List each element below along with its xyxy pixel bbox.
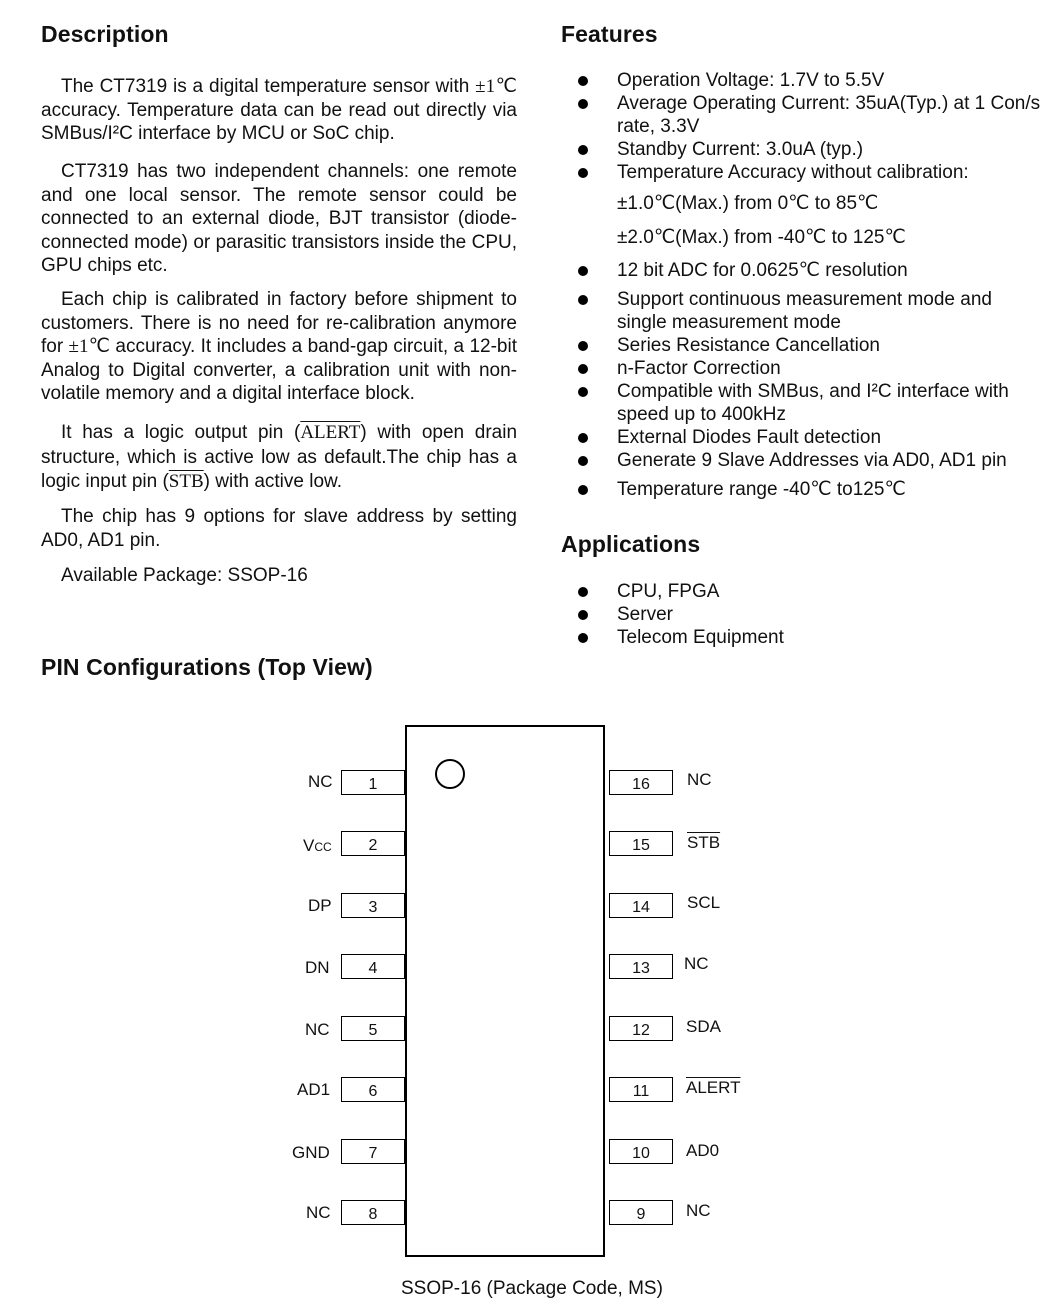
- p4-alert-signal: ALERT: [300, 422, 361, 443]
- pin-4-label: DN: [305, 958, 330, 977]
- applications-heading: Applications: [561, 531, 701, 557]
- pin-4-box: 4: [341, 954, 405, 979]
- bullet-icon: [578, 341, 588, 351]
- pin-12-box: 12: [609, 1016, 673, 1041]
- bullet-icon: [578, 485, 588, 495]
- p3-accuracy-symbol: ±1℃: [68, 336, 110, 357]
- p3-text-end: accuracy. It includes a band-gap circuit, a 12-bit Analog to Digital converter, a calibration unit with non-volatile memory and a digital interface block.: [41, 336, 517, 404]
- bullet-icon: [578, 295, 588, 305]
- applications-list: CPU, FPGA Server Telecom Equipment: [561, 580, 1041, 660]
- bullet-icon: [578, 587, 588, 597]
- bullet-icon: [578, 610, 588, 620]
- pin-10-box: 10: [609, 1139, 673, 1164]
- pin-2-box: 2: [341, 831, 405, 856]
- bullet-icon: [578, 387, 588, 397]
- pin-3-box: 3: [341, 893, 405, 918]
- bullet-icon: [578, 456, 588, 466]
- pin-11-box: 11: [609, 1077, 673, 1102]
- description-paragraph-5: The chip has 9 options for slave address by setting AD0, AD1 pin.: [41, 506, 517, 551]
- pin-11-label: ALERT: [686, 1078, 741, 1097]
- features-list: Operation Voltage: 1.7V to 5.5V Average Operating Current: 35uA(Typ.) at 1 Con/s rate, 3.3V Standby Current: 3.0uA (typ.) Temperature Accuracy without calibration: ±1.0℃(Max.) from 0℃ to 85℃ ±2.0℃(Max.) from -40℃ to 125℃ 12 bit ADC for 0.0625℃ resolution Support continuous measurement mode and single measurement mode Series Resistance Cancellation n-Factor Correction Compatible with SMBus, and I²C interface with speed up to 400kHz External Diodes Fault detection Generate 9 Slave Addresses via AD0, AD1 pin Temperature range -40℃ to125℃: [561, 0, 1041, 520]
- pin-8-box: 8: [341, 1200, 405, 1225]
- pin-16-box: 16: [609, 770, 673, 795]
- pin-7-box: 7: [341, 1139, 405, 1164]
- pin-12-label: SDA: [686, 1017, 721, 1036]
- pin-6-label: AD1: [297, 1080, 331, 1099]
- accuracy-line-2: ±2.0℃(Max.) from -40℃ to 125℃: [617, 227, 906, 248]
- bullet-icon: [578, 168, 588, 178]
- pin-15-label: $\overline{STB}$: [687, 833, 721, 852]
- ic-package-body: [405, 725, 605, 1257]
- pin-2-label: VCC: [303, 836, 332, 855]
- p4-text-c: ) with active low.: [203, 471, 342, 492]
- p3-text-start: Each chip is calibrated in factory before shipment to customers. There is no need for re-calibration anymore for: [41, 289, 517, 357]
- pin-13-label: NC: [684, 954, 709, 973]
- bullet-icon: [578, 99, 588, 109]
- p1-text-end: accuracy. Temperature data can be read out directly via SMBus/I²C interface by MCU or SoC chip.: [41, 99, 517, 144]
- pin-6-box: 6: [341, 1077, 405, 1102]
- pin-7-label: GND: [292, 1143, 330, 1162]
- pin1-marker-icon: [435, 759, 465, 789]
- pin-1-label: NC: [308, 772, 333, 791]
- pin-13-box: 13: [609, 954, 673, 979]
- description-paragraph-4: [41, 421, 517, 495]
- description-paragraph-1: [41, 75, 517, 146]
- bullet-icon: [578, 433, 588, 443]
- features-heading: Features: [561, 21, 658, 47]
- pin-5-label: NC: [305, 1020, 330, 1039]
- bullet-icon: [578, 145, 588, 155]
- description-paragraph-6: Available Package: SSOP-16: [61, 565, 308, 586]
- pin-14-label: SCL: [687, 893, 721, 912]
- description-paragraph-2: CT7319 has two independent channels: one remote and one local sensor. The remote sensor could be connected to an external diode, BJT transistor (diode-connected mode) or parasitic transistors inside the CPU, GPU chips etc.: [41, 161, 517, 276]
- description-paragraph-3: [41, 288, 517, 406]
- bullet-icon: [578, 633, 588, 643]
- pin-8-label: NC: [306, 1203, 331, 1222]
- p4-stb-signal: $\overline{STB}$: [168, 471, 204, 492]
- package-caption: SSOP-16 (Package Code, MS): [401, 1278, 663, 1299]
- p1-text-start: The CT7319 is a digital temperature sensor with: [61, 76, 476, 97]
- p4-text-b: ) with open drain structure, which is active low as default.The chip has a logic input pin (: [41, 422, 518, 492]
- pin-10-label: AD0: [686, 1141, 720, 1160]
- pin-9-box: 9: [609, 1200, 673, 1225]
- pin-14-box: 14: [609, 893, 673, 918]
- pin-15-box: 15: [609, 831, 673, 856]
- pin-5-box: 5: [341, 1016, 405, 1041]
- pin-9-label: NC: [686, 1201, 711, 1220]
- accuracy-line-1: ±1.0℃(Max.) from 0℃ to 85℃: [617, 193, 879, 214]
- pin-configurations-heading: PIN Configurations (Top View): [41, 654, 373, 680]
- bullet-icon: [578, 76, 588, 86]
- bullet-icon: [578, 364, 588, 374]
- pin-16-label: NC: [687, 770, 712, 789]
- description-heading: Description: [41, 21, 169, 47]
- bullet-icon: [578, 266, 588, 276]
- pin-3-label: DP: [308, 896, 332, 915]
- pin-1-box: 1: [341, 770, 405, 795]
- p4-text-a: It has a logic output pin (: [61, 422, 301, 443]
- p1-accuracy-symbol: ±1℃: [475, 76, 517, 97]
